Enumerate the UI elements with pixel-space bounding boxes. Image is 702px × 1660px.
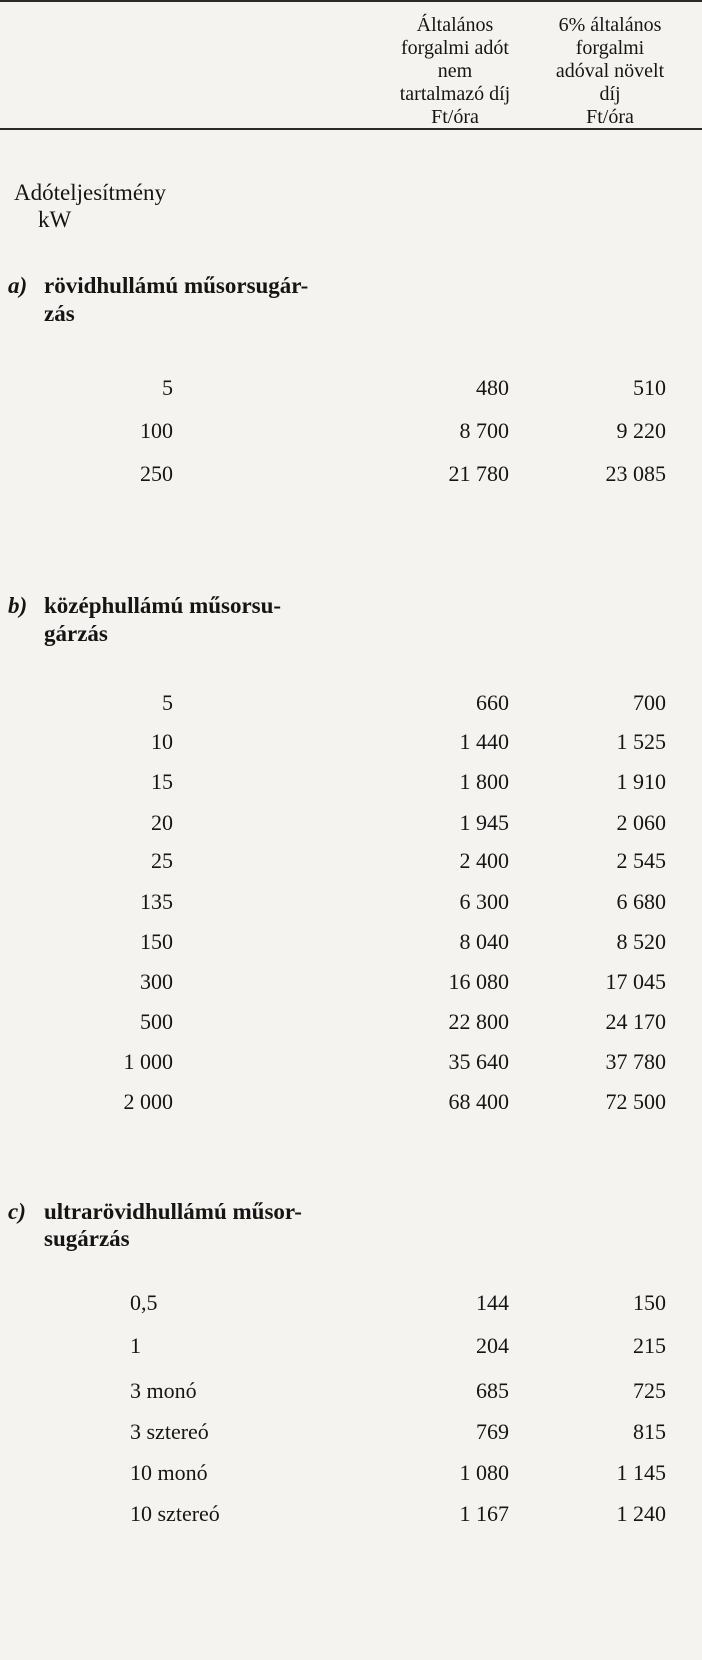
gross-price-cell: 9 220	[616, 418, 666, 443]
header-bottom-rule	[0, 128, 702, 130]
capacity-cell: 15	[151, 769, 173, 794]
gross-price-cell: 6 680	[616, 889, 666, 914]
column-header-line: Ft/óra	[586, 106, 634, 128]
column-header-line: díj	[599, 83, 621, 105]
table-row	[0, 766, 702, 798]
gross-price-cell: 2 060	[616, 810, 666, 835]
capacity-cell: 10 monó	[130, 1460, 208, 1485]
section-a-title-line-1: rövidhullámú műsorsugár-	[44, 273, 309, 298]
gross-price-cell: 24 170	[605, 1009, 666, 1034]
net-price-cell: 204	[476, 1333, 509, 1358]
section-a-title-line-2: zás	[44, 301, 75, 326]
column-header-line: tartalmazó díj	[399, 83, 511, 105]
capacity-cell: 5	[162, 375, 173, 400]
gross-price-cell: 1 145	[616, 1460, 666, 1485]
net-price-cell: 769	[476, 1419, 509, 1444]
table-row	[0, 1086, 702, 1118]
column-header-line: 6% általános	[558, 14, 662, 36]
net-price-cell: 1 945	[459, 810, 509, 835]
capacity-cell: 300	[140, 969, 173, 994]
table-row	[0, 966, 702, 998]
gross-price-cell: 37 780	[605, 1049, 666, 1074]
column-header-line: adóval növelt	[555, 60, 665, 82]
capacity-cell: 0,5	[130, 1290, 158, 1315]
capacity-cell: 3 monó	[130, 1378, 197, 1403]
capacity-cell: 135	[140, 889, 173, 914]
gross-price-cell: 23 085	[605, 461, 666, 486]
gross-price-cell: 215	[633, 1333, 666, 1358]
column-header-line: Ft/óra	[431, 106, 479, 128]
gross-price-cell: 1 525	[616, 729, 666, 754]
gross-price-cell: 1 910	[616, 769, 666, 794]
table-row	[0, 1287, 702, 1319]
capacity-cell: 20	[151, 810, 173, 835]
net-price-cell: 1 440	[459, 729, 509, 754]
table-row	[0, 1375, 702, 1407]
gross-price-cell: 150	[633, 1290, 666, 1315]
net-price-cell: 16 080	[448, 969, 509, 994]
net-price-cell: 68 400	[448, 1089, 509, 1114]
table-row	[0, 886, 702, 918]
net-price-cell: 2 400	[459, 848, 509, 873]
capacity-cell: 1	[130, 1333, 141, 1358]
net-price-cell: 8 040	[459, 929, 509, 954]
capacity-cell: 5	[162, 690, 173, 715]
column-header-gross-price	[540, 14, 680, 129]
table-row	[0, 1457, 702, 1489]
column-header-line: forgalmi adót	[401, 37, 509, 59]
column-header-line: forgalmi	[575, 37, 645, 59]
table-row	[0, 807, 702, 839]
gross-price-cell: 1 240	[616, 1501, 666, 1526]
section-b-title-line-2: gárzás	[44, 621, 108, 646]
net-price-cell: 8 700	[459, 418, 509, 443]
table-row	[0, 1498, 702, 1530]
net-price-cell: 6 300	[459, 889, 509, 914]
capacity-unit: kW	[38, 207, 72, 232]
capacity-cell: 10 sztereó	[130, 1501, 220, 1526]
capacity-cell: 2 000	[123, 1089, 173, 1114]
gross-price-cell: 700	[633, 690, 666, 715]
section-c-letter: c)	[8, 1199, 26, 1224]
table-row	[0, 1330, 702, 1362]
gross-price-cell: 72 500	[605, 1089, 666, 1114]
net-price-cell: 660	[476, 690, 509, 715]
net-price-cell: 685	[476, 1378, 509, 1403]
net-price-cell: 1 167	[459, 1501, 509, 1526]
section-b-title-line-1: középhullámú műsorsu-	[44, 593, 282, 618]
gross-price-cell: 510	[633, 375, 666, 400]
net-price-cell: 480	[476, 375, 509, 400]
section-c-title-line-2: sugárzás	[44, 1226, 130, 1251]
table-row	[0, 372, 702, 404]
net-price-cell: 35 640	[448, 1049, 509, 1074]
table-row	[0, 415, 702, 447]
table-row	[0, 458, 702, 490]
column-header-line: Általános	[416, 14, 494, 36]
section-b-letter: b)	[8, 593, 28, 618]
section-a-letter: a)	[8, 273, 28, 298]
table-row	[0, 926, 702, 958]
capacity-cell: 100	[140, 418, 173, 443]
column-header-line: nem	[437, 60, 473, 82]
table-row	[0, 726, 702, 758]
capacity-label: Adóteljesítmény	[14, 180, 167, 205]
capacity-cell: 10	[151, 729, 173, 754]
gross-price-cell: 2 545	[616, 848, 666, 873]
capacity-cell: 250	[140, 461, 173, 486]
gross-price-cell: 815	[633, 1419, 666, 1444]
table-row	[0, 1046, 702, 1078]
net-price-cell: 1 800	[459, 769, 509, 794]
capacity-cell: 25	[151, 848, 173, 873]
gross-price-cell: 725	[633, 1378, 666, 1403]
table-row	[0, 1416, 702, 1448]
net-price-cell: 22 800	[448, 1009, 509, 1034]
table-row	[0, 687, 702, 719]
net-price-cell: 1 080	[459, 1460, 509, 1485]
table-top-rule	[0, 0, 702, 2]
capacity-cell: 150	[140, 929, 173, 954]
gross-price-cell: 17 045	[605, 969, 666, 994]
section-c-title-line-1: ultrarövidhullámú műsor-	[44, 1199, 302, 1224]
capacity-cell: 3 sztereó	[130, 1419, 209, 1444]
table-row	[0, 845, 702, 877]
net-price-cell: 144	[476, 1290, 509, 1315]
gross-price-cell: 8 520	[616, 929, 666, 954]
capacity-cell: 500	[140, 1009, 173, 1034]
capacity-cell: 1 000	[123, 1049, 173, 1074]
column-header-net-price	[385, 14, 525, 129]
net-price-cell: 21 780	[448, 461, 509, 486]
table-row	[0, 1006, 702, 1038]
